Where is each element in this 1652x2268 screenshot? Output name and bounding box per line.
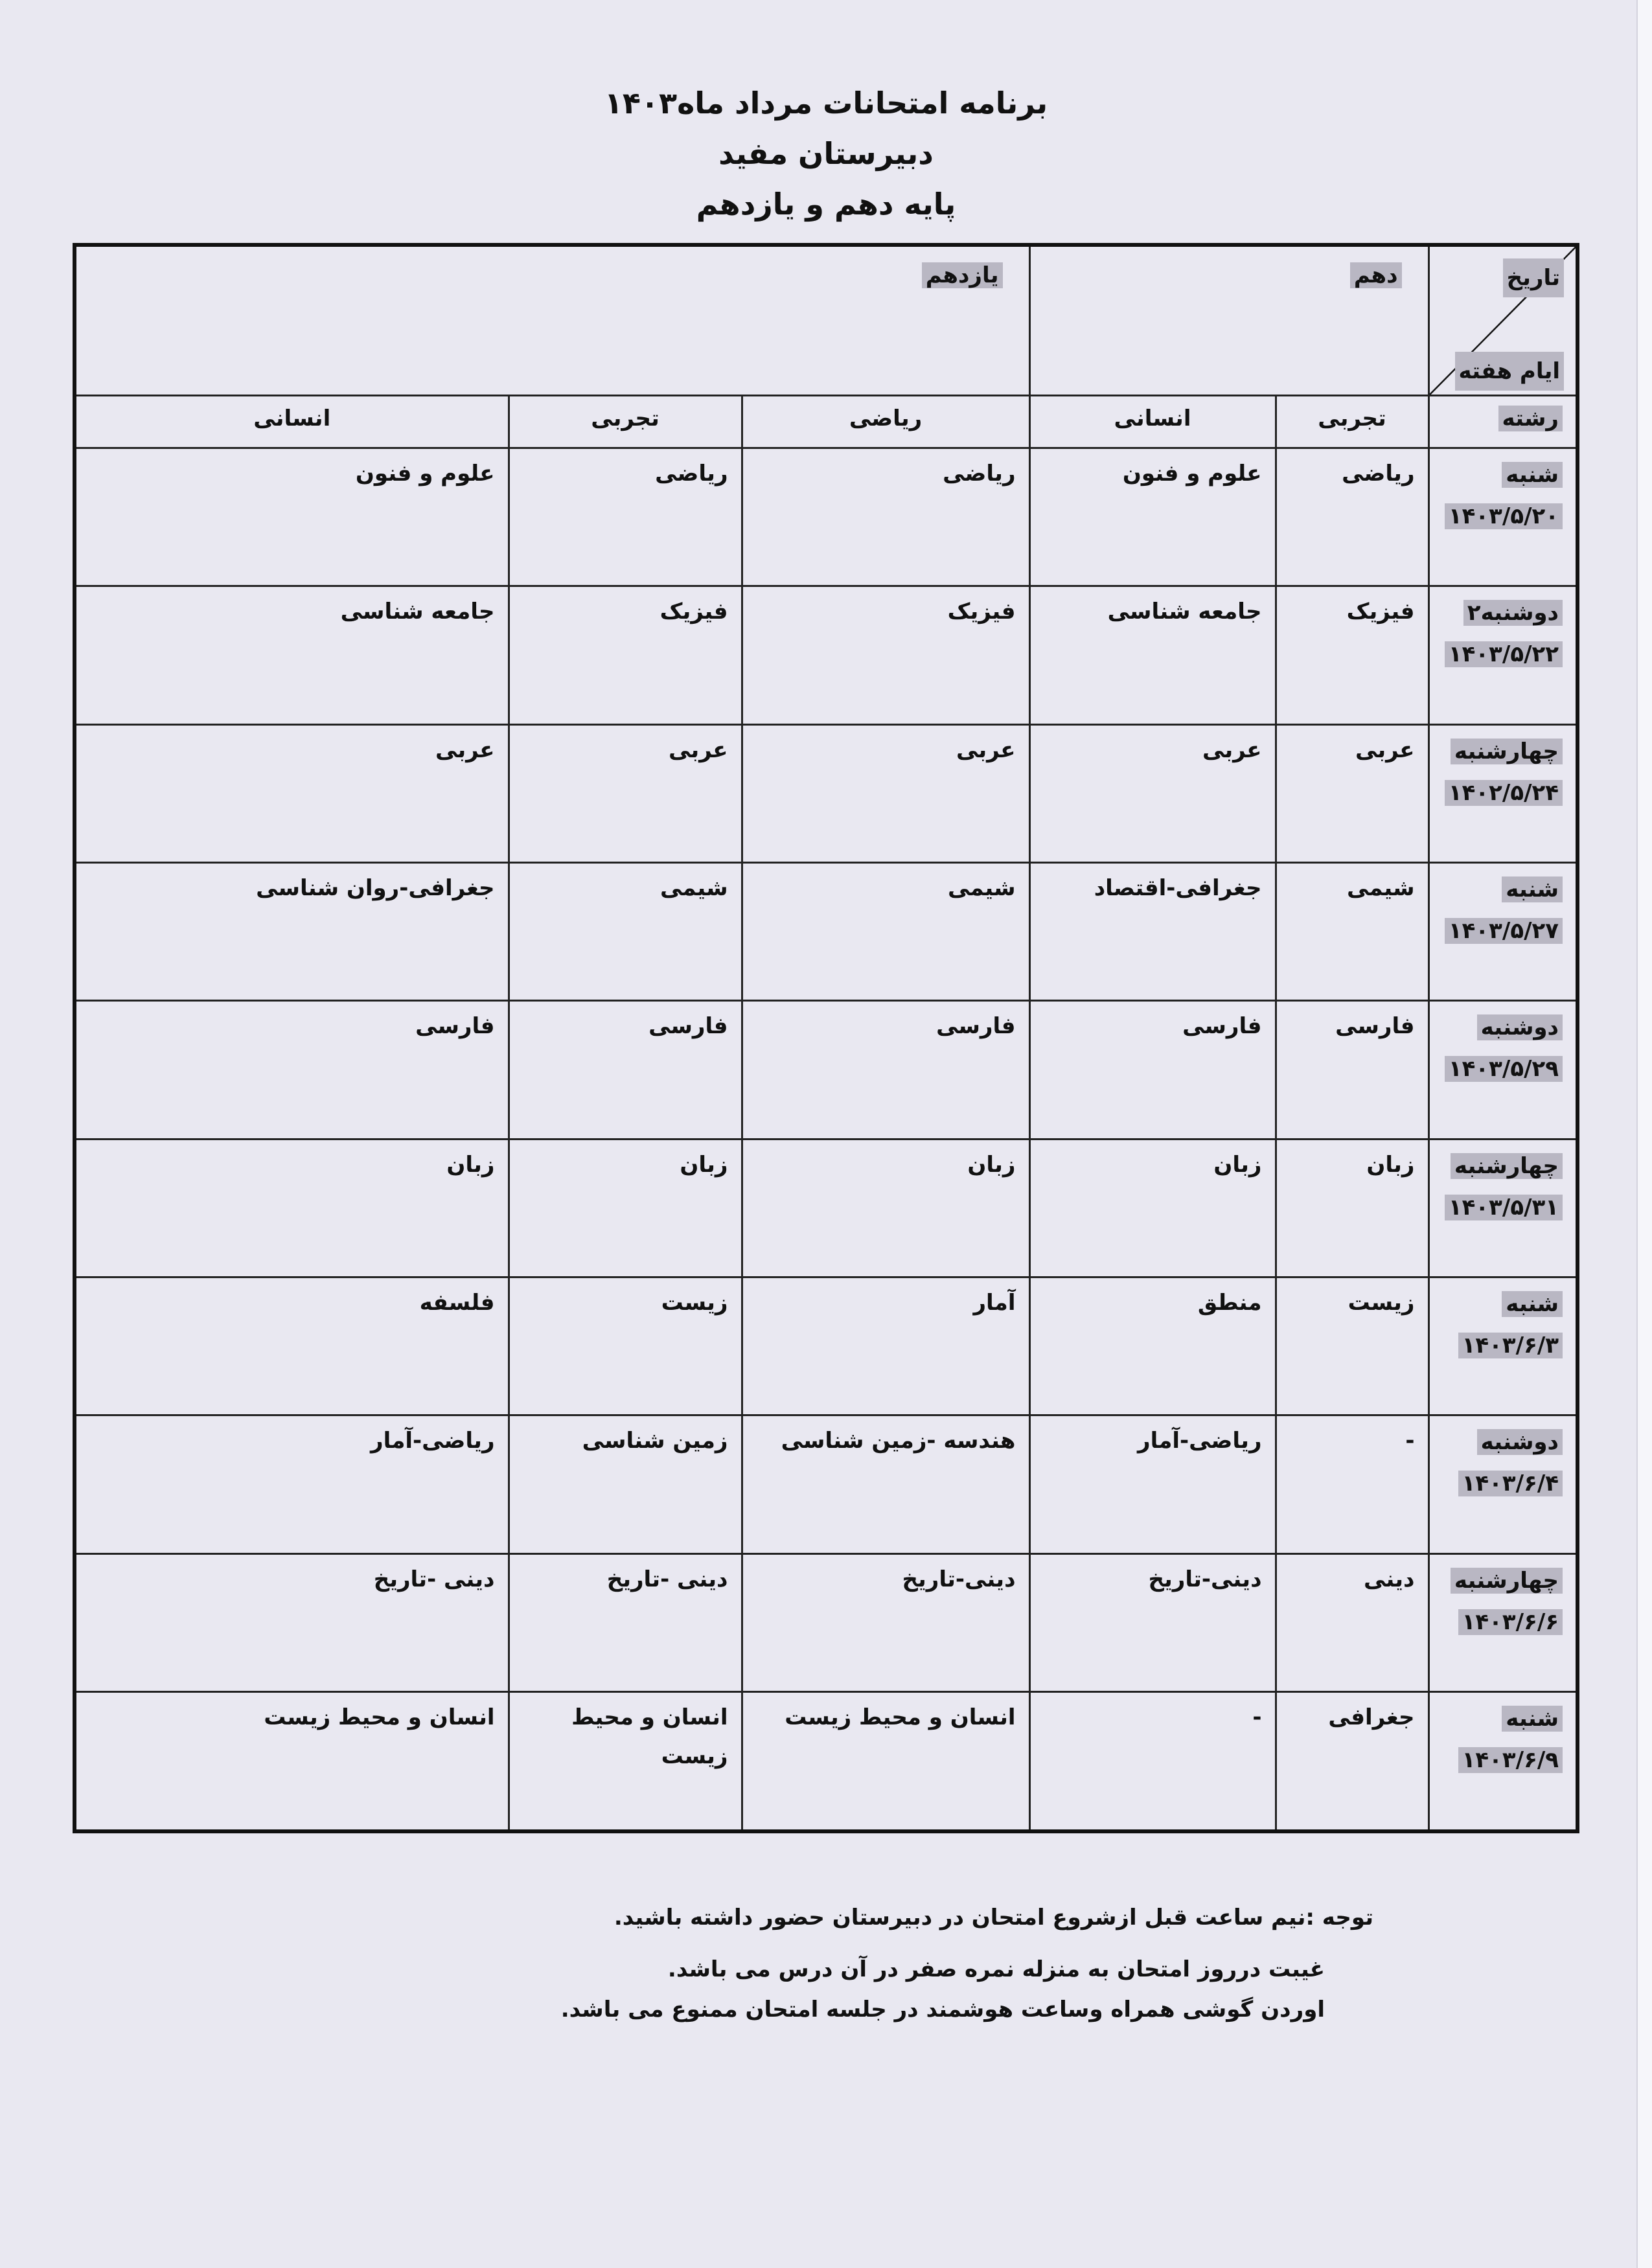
title-line-3: پایه دهم و یازدهم xyxy=(696,187,956,222)
day-date-cell: شنبه ۱۴۰۳/۶/۹ xyxy=(1428,1691,1577,1831)
title-line-1: برنامه امتحانات مرداد ماه۱۴۰۳ xyxy=(604,86,1048,120)
subject-cell: فارسی xyxy=(509,1001,742,1139)
subject-cell: فارسی xyxy=(742,1001,1029,1139)
subject-cell: ریاضی-آمار xyxy=(1029,1415,1276,1553)
subject-cell: جامعه شناسی xyxy=(1029,586,1276,724)
notes-section xyxy=(0,1905,1412,2022)
subject-cell: فلسفه xyxy=(75,1277,509,1415)
subject-cell: فیزیک xyxy=(742,586,1029,724)
note-attendance: توجه :نیم ساعت قبل ازشروع امتحان در دبیرستان حضور داشته باشید. xyxy=(614,1905,1373,1930)
subject-cell: زبان xyxy=(742,1139,1029,1277)
subject-cell: جامعه شناسی xyxy=(75,586,509,724)
header-row-fields xyxy=(75,396,1577,448)
grade-11-header: یازدهم xyxy=(75,245,1029,396)
subject-cell: زمین شناسی xyxy=(509,1415,742,1553)
subject-cell: منطق xyxy=(1029,1277,1276,1415)
subject-cell: فارسی xyxy=(1276,1001,1428,1139)
subject-cell: زبان xyxy=(509,1139,742,1277)
subject-cell: فیزیک xyxy=(1276,586,1428,724)
field-label: رشته xyxy=(1428,396,1577,448)
note-absence: غیبت درروز امتحان به منزله نمره صفر در آن درس می باشد. xyxy=(667,1956,1325,1982)
corner-cell xyxy=(1428,245,1577,396)
subject-cell: شیمی xyxy=(742,862,1029,1000)
schedule-row xyxy=(75,448,1577,586)
day-date-cell: دوشنبه ۱۴۰۳/۵/۲۹ xyxy=(1428,1001,1577,1139)
day-date-cell: دوشنبه ۱۴۰۳/۶/۴ xyxy=(1428,1415,1577,1553)
subject-cell: زیست xyxy=(509,1277,742,1415)
subject-cell: عربی xyxy=(75,724,509,862)
schedule-row xyxy=(75,862,1577,1000)
schedule-row xyxy=(75,1139,1577,1277)
schedule-row xyxy=(75,1415,1577,1553)
schedule-row xyxy=(75,1553,1577,1691)
day-date-cell: چهارشنبه ۱۴۰۲/۵/۲۴ xyxy=(1428,724,1577,862)
subject-cell: عربی xyxy=(742,724,1029,862)
day-date-cell: چهارشنبه ۱۴۰۳/۵/۳۱ xyxy=(1428,1139,1577,1277)
subject-cell: زیست xyxy=(1276,1277,1428,1415)
subject-cell: جغرافی-روان شناسی xyxy=(75,862,509,1000)
grade-10-header: دهم xyxy=(1029,245,1428,396)
schedule-row xyxy=(75,1277,1577,1415)
subject-cell: ریاضی xyxy=(1276,448,1428,586)
subject-cell: هندسه -زمین شناسی xyxy=(742,1415,1029,1553)
schedule-row xyxy=(75,1001,1577,1139)
subject-cell: زبان xyxy=(1276,1139,1428,1277)
subject-cell: شیمی xyxy=(509,862,742,1000)
subject-cell: شیمی xyxy=(1276,862,1428,1000)
subject-cell: فارسی xyxy=(75,1001,509,1139)
subject-cell: دینی -تاریخ xyxy=(509,1553,742,1691)
day-date-cell: شنبه ۱۴۰۳/۶/۳ xyxy=(1428,1277,1577,1415)
field-header: انسانی xyxy=(75,396,509,448)
subject-cell: دینی -تاریخ xyxy=(75,1553,509,1691)
subject-cell: زبان xyxy=(1029,1139,1276,1277)
header-row-grades xyxy=(75,245,1577,396)
subject-cell: زبان xyxy=(75,1139,509,1277)
subject-cell: آمار xyxy=(742,1277,1029,1415)
title-line-2: دبیرستان مفید xyxy=(718,136,934,171)
page-edge xyxy=(1636,0,1652,2268)
subject-cell: دینی-تاریخ xyxy=(1029,1553,1276,1691)
field-header: ریاضی xyxy=(742,396,1029,448)
schedule-row xyxy=(75,1691,1577,1831)
day-date-cell: دوشنبه۲ ۱۴۰۳/۵/۲۲ xyxy=(1428,586,1577,724)
date-label: تاریخ xyxy=(1503,258,1564,297)
weekday-label: ایام هفته xyxy=(1455,352,1565,391)
subject-cell: دینی xyxy=(1276,1553,1428,1691)
subject-cell: - xyxy=(1029,1691,1276,1831)
day-date-cell: شنبه ۱۴۰۳/۵/۲۰ xyxy=(1428,448,1577,586)
field-header: تجربی xyxy=(1276,396,1428,448)
day-date-cell: چهارشنبه ۱۴۰۳/۶/۶ xyxy=(1428,1553,1577,1691)
field-header: تجربی xyxy=(509,396,742,448)
exam-schedule-table xyxy=(73,243,1579,1833)
subject-cell: عربی xyxy=(509,724,742,862)
subject-cell: جغرافی xyxy=(1276,1691,1428,1831)
subject-cell: علوم و فنون xyxy=(1029,448,1276,586)
subject-cell: عربی xyxy=(1029,724,1276,862)
subject-cell: ریاضی xyxy=(742,448,1029,586)
subject-cell: دینی-تاریخ xyxy=(742,1553,1029,1691)
subject-cell: علوم و فنون xyxy=(75,448,509,586)
subject-cell: انسان و محیط زیست xyxy=(75,1691,509,1831)
schedule-row xyxy=(75,586,1577,724)
subject-cell: انسان و محیط زیست xyxy=(509,1691,742,1831)
subject-cell: - xyxy=(1276,1415,1428,1553)
day-date-cell: شنبه ۱۴۰۳/۵/۲۷ xyxy=(1428,862,1577,1000)
subject-cell: ریاضی xyxy=(509,448,742,586)
subject-cell: عربی xyxy=(1276,724,1428,862)
subject-cell: انسان و محیط زیست xyxy=(742,1691,1029,1831)
subject-cell: جغرافی-اقتصاد xyxy=(1029,862,1276,1000)
note-phones: اوردن گوشی همراه وساعت هوشمند در جلسه امتحان ممنوع می باشد. xyxy=(560,1997,1325,2022)
subject-cell: ریاضی-آمار xyxy=(75,1415,509,1553)
subject-cell: فیزیک xyxy=(509,586,742,724)
subject-cell: فارسی xyxy=(1029,1001,1276,1139)
document-title xyxy=(0,78,1652,229)
field-header: انسانی xyxy=(1029,396,1276,448)
schedule-row xyxy=(75,724,1577,862)
